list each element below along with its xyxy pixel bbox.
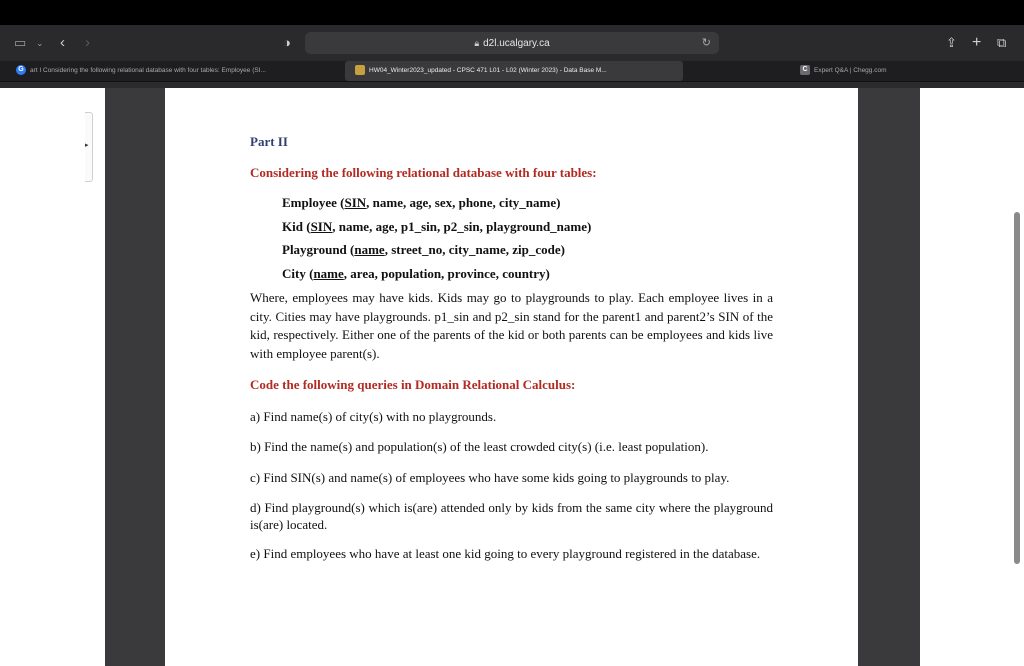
primary-key: name: [354, 242, 385, 257]
schema-city: City (name, area, population, province, country): [282, 265, 550, 281]
caret-right-icon: ▸: [85, 142, 89, 149]
schema-list: [282, 191, 591, 285]
tab-chegg-expert[interactable]: [800, 61, 1010, 81]
sidebar-toggle-icon[interactable]: ▭: [14, 35, 27, 50]
right-page-gutter: [858, 88, 920, 666]
tab-hw04-document[interactable]: [345, 61, 683, 81]
lock-icon: 🔒︎: [474, 38, 480, 48]
chegg-icon: C: [800, 65, 810, 75]
query-d: d) Find playground(s) which is(are) attended only by kids from the same city where the playground is(are) located.: [250, 500, 773, 532]
intro-heading: Considering the following relational database with four tables:: [250, 165, 597, 180]
schema-employee: Employee (SIN, name, age, sex, phone, city_name): [282, 195, 561, 210]
description-paragraph: Where, employees may have kids. Kids may go to playgrounds to play. Each employee lives in a city. Cities may have playgrounds. p1_sin and p2_sin stand for the parent1 and parent2’s SIN of the kid, respectively. Either one of the parents of the kid or both parents can be employees and kids live with employee parent(s).: [250, 290, 773, 361]
tab-bar: [0, 61, 1024, 82]
primary-key: SIN: [344, 195, 367, 210]
share-icon[interactable]: ⇪: [946, 35, 957, 50]
sidebar-expand-handle[interactable]: [85, 112, 93, 182]
google-icon: G: [16, 65, 26, 75]
address-bar[interactable]: [305, 32, 719, 54]
browser-toolbar: [0, 25, 1024, 61]
top-black-bar: [0, 0, 1024, 25]
query-b: b) Find the name(s) and population(s) of the least crowded city(s) (i.e. least population).: [250, 439, 709, 454]
pdf-page: [165, 88, 858, 666]
tab-label: Expert Q&A | Chegg.com: [814, 67, 887, 74]
vertical-scrollbar[interactable]: [1014, 212, 1020, 564]
query-e: e) Find employees who have at least one kid going to every playground registered in the database.: [250, 546, 761, 561]
tab-label: HW04_Winter2023_updated - CPSC 471 L01 - L02 (Winter 2023) - Data Base M...: [369, 67, 607, 74]
reload-icon[interactable]: ↻: [701, 37, 711, 49]
new-tab-icon[interactable]: +: [972, 34, 982, 51]
query-c: c) Find SIN(s) and name(s) of employees who have some kids going to playgrounds to play.: [250, 470, 730, 485]
tab-label: art I Considering the following relational database with four tables: Employee (SI...: [30, 67, 266, 74]
url-text: d2l.ucalgary.ca: [483, 38, 550, 49]
query-a: a) Find name(s) of city(s) with no playgrounds.: [250, 409, 497, 424]
back-icon[interactable]: ‹: [60, 34, 65, 51]
chevron-down-icon[interactable]: ⌄: [36, 38, 44, 48]
schema-playground: Playground (name, street_no, city_name, zip_code): [282, 242, 565, 257]
queries-heading: Code the following queries in Domain Relational Calculus:: [250, 377, 576, 392]
university-crest-icon: [355, 65, 365, 75]
forward-icon[interactable]: ›: [85, 34, 90, 51]
primary-key: SIN: [310, 218, 333, 234]
tab-chegg-question[interactable]: [16, 61, 316, 81]
privacy-shield-icon[interactable]: ◑: [283, 35, 291, 50]
part-title: Part II: [250, 134, 288, 149]
left-page-gutter: [105, 88, 165, 666]
schema-kid: Kid (SIN, name, age, p1_sin, p2_sin, playground_name): [282, 218, 592, 234]
primary-key: name: [313, 265, 344, 281]
tab-overview-icon[interactable]: ⧉: [997, 35, 1007, 50]
